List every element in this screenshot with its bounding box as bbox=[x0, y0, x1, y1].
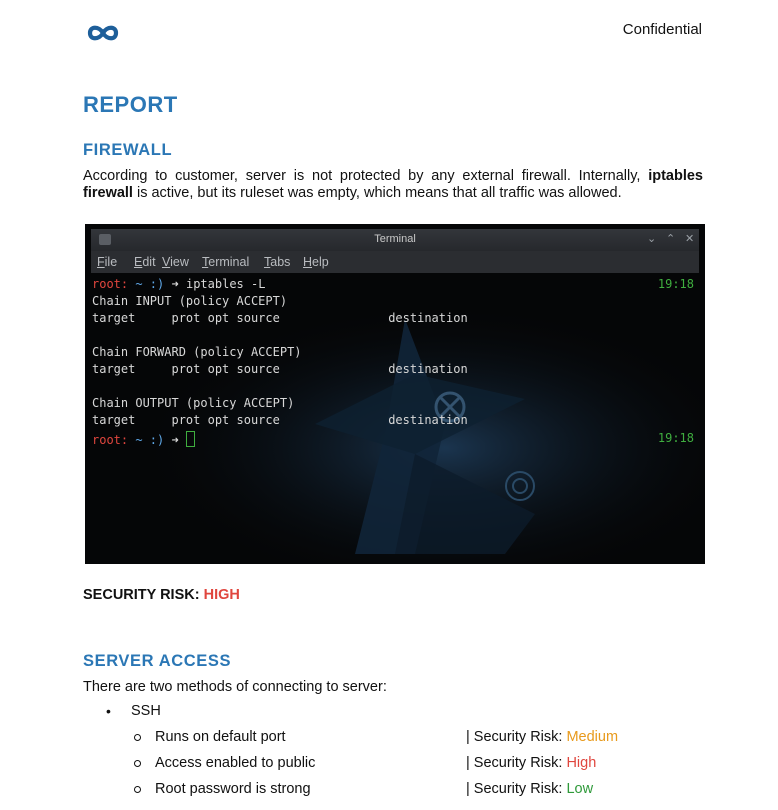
method-ssh: SSH bbox=[131, 703, 161, 719]
risk-value-high: HIGH bbox=[203, 587, 240, 603]
terminal-time: 19:18 bbox=[657, 277, 694, 291]
menu-edit[interactable]: Edit bbox=[134, 255, 156, 269]
terminal-prompt-line: root: ~ :) ➜ bbox=[92, 431, 195, 447]
confidential-label: Confidential bbox=[622, 21, 702, 38]
server-access-intro: There are two methods of connecting to server: bbox=[83, 679, 387, 695]
terminal-screenshot bbox=[85, 224, 705, 564]
ssh-item-risk: | Security Risk: High bbox=[466, 755, 597, 771]
ssh-item-text: Runs on default port bbox=[155, 729, 286, 745]
menu-view[interactable]: View bbox=[162, 255, 189, 269]
terminal-output-line: target prot opt source destination bbox=[92, 413, 468, 427]
page-title: REPORT bbox=[83, 92, 178, 117]
terminal-title: Terminal bbox=[374, 233, 416, 245]
menu-terminal[interactable]: Terminal bbox=[202, 255, 250, 269]
sub-bullet bbox=[134, 786, 141, 793]
terminal-menubar bbox=[91, 251, 699, 273]
firewall-heading: FIREWALL bbox=[83, 141, 173, 159]
firewall-security-risk: SECURITY RISK: HIGH bbox=[83, 587, 240, 603]
ssh-item-risk: | Security Risk: Low bbox=[466, 781, 594, 797]
bullet-dot: • bbox=[106, 703, 111, 719]
server-access-heading: SERVER ACCESS bbox=[83, 652, 232, 670]
terminal-output-line: Chain INPUT (policy ACCEPT) bbox=[92, 294, 288, 308]
menu-help[interactable]: Help bbox=[303, 255, 329, 269]
terminal-cursor bbox=[186, 431, 195, 447]
terminal-time: 19:18 bbox=[657, 431, 694, 445]
menu-tabs[interactable]: Tabs bbox=[264, 255, 291, 269]
terminal-command-line: root: ~ :) ➜ iptables -L bbox=[92, 277, 266, 291]
terminal-titlebar bbox=[91, 229, 699, 251]
terminal-output-line: Chain FORWARD (policy ACCEPT) bbox=[92, 345, 302, 359]
menu-file[interactable]: File bbox=[97, 255, 118, 269]
sub-bullet bbox=[134, 760, 141, 767]
ssh-item-risk: | Security Risk: Medium bbox=[466, 729, 619, 745]
ssh-item-text: Root password is strong bbox=[155, 781, 311, 797]
terminal-output-line: target prot opt source destination bbox=[92, 362, 468, 376]
terminal-wallpaper bbox=[85, 224, 705, 564]
terminal-output-line: target prot opt source destination bbox=[92, 311, 468, 325]
terminal-output-line: Chain OUTPUT (policy ACCEPT) bbox=[92, 396, 295, 410]
maximize-icon[interactable]: ⌃ bbox=[666, 233, 676, 245]
firewall-paragraph: According to customer, server is not protected by any external firewall. Internally, iptables firewall is active, but its ruleset was empty, which means that all traffic was allowed. bbox=[83, 168, 703, 201]
infinity-logo-icon bbox=[86, 22, 120, 44]
sub-bullet bbox=[134, 734, 141, 741]
ssh-item-text: Access enabled to public bbox=[155, 755, 316, 771]
close-icon[interactable]: ✕ bbox=[685, 233, 695, 245]
minimize-icon[interactable]: ⌄ bbox=[647, 233, 657, 245]
